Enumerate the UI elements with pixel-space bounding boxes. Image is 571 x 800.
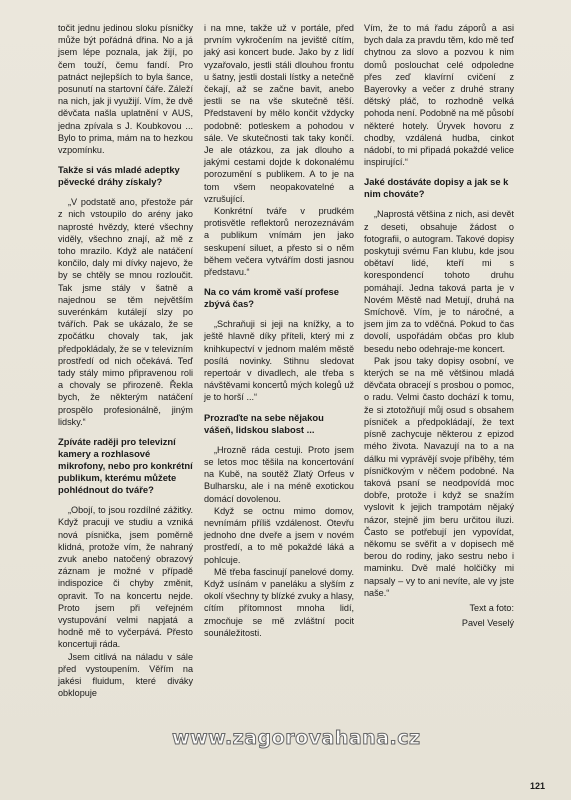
column-1 bbox=[58, 22, 193, 699]
paragraph: Pak jsou taky dopisy osobní, ve kterých se na mě většinou mladá děvčata obracejí s prosbou o pomoc, o radu. Velmi často dochází k tomu, že si ztotožňují můj osud s obsahem písniček a předpokládají, že text písně zachycuje některou z epizod mého života. Navazují na to a na dálku mi vyprávějí svoje příběhy, tém písničkovým v něčem podobné. Na taková psaní se neodpovídá moc dobře, protože i když se snažím vyslovit k jejich trampotám nějaký názor, stejně jim beru určitou iluzi. Často se potřebují jen vypovídat, někomu se svěřit a v dopisech mě berou do rodiny, jako sestru nebo i maminku. Dvě malé holčičky mi napsaly – vy to ani nevíte, ale vy jste naše.“ bbox=[364, 355, 514, 598]
interview-question: Jaké dostáváte dopisy a jak se k nim chováte? bbox=[364, 176, 509, 200]
interview-question: Takže si vás mladé adeptky pěvecké dráhy získaly? bbox=[58, 164, 180, 188]
byline-author: Pavel Veselý bbox=[461, 618, 514, 629]
column-2 bbox=[204, 22, 354, 639]
paragraph: „Obojí, to jsou rozdílné zážitky. Když pracuji ve studiu a vzniká nová písnička, jsem poměrně klidná, protože vím, že nahraný zvuk anebo natočený obrazový záznam je možné v případě indispozice či chyby změnit, opravit. To na koncertu nejde. Proto jsem při veřejném vystupování velmi napjatá a hodně mě to vyčerpává. Přesto koncertuji ráda. bbox=[58, 505, 193, 650]
interview-question: Zpíváte raději pro televizní kamery a rozhlasové mikrofony, nebo pro konkrétní publikum, kterému můžete pohlédnout do tváře? bbox=[58, 436, 193, 496]
column-3 bbox=[364, 22, 514, 629]
paragraph: „Hrozně ráda cestuji. Proto jsem se letos moc těšila na koncertování na Kubě, na soutěž Zlatý Orfeus v Bulharsku, ale i na méně exotickou domácí dovolenou. bbox=[204, 444, 354, 504]
paragraph: Vím, že to má řadu záporů a asi bych dala za pravdu těm, kdo mě teď chytnou za slovo a pozvou k nim domů poslouchat celé odpoledne přes zeď klavírní cvičení z Bayerovky a večer z druhé strany dětský pláč, to rozhodně velká pohoda není. Podobně na mě působí některé hotely. Úryvek hovoru z chodby, vzdálená hudba, cinkot nádobí, to mi připadá pokaždé velice inspirující.“ bbox=[364, 23, 514, 168]
paragraph: „Schraňuji si jeji na knížky, a to ještě hlavně díky příteli, který mi z knihkupectví v jednom malém městě posílá novinky. Stihnu sledovat repertoár v divadlech, ale třeba s návštěvami koncertů mých kolegů už je to horší ...“ bbox=[204, 319, 354, 403]
paragraph: „V podstatě ano, přestože pár z nich vstoupilo do arény jako naprosté hvězdy, které všechny viděly, všechno znají, až mě z toho mrazilo. Když ale natáčení končilo, daly mi dívky najevo, že by se chtěly se mnou rozloučit. Tak jsme stály v šatně a najednou se těm největším suverénkám kutálejí slzy po tvářích. Pak se ukázalo, že se zpočátku chovaly tak, jak předpokládaly, že se v televizním prostředí od nich očekává. Teď tady stály mimo připravenou roli a chovaly se přirozeně. Řekla bych, že některým natáčení prospělo profesionálně, jiným lidsky.“ bbox=[58, 197, 193, 427]
site-watermark: www.zagorovahana.cz bbox=[172, 727, 421, 749]
paragraph: i na mne, takže už v portále, před prvním vykročením na jeviště cítím, jaký asi koncert bude. Jako by z lidí vyzařovalo, jestli stáli dlouhou frontu u šatny, jestli dostali lístky a netečně čekají, až se začne bavit, anebo jestli se na vše skutečně těší. Představení by mělo končit vždycky podobně: potleskem a pohodou v sále. Ve skutečnosti tak taky končí. Je ale otázkou, za jak dlouho a jakými cestami dojde k dokonalému porozumění s publikem. A to je na tom všem neopakovatelné a vzrušující. bbox=[204, 23, 354, 204]
paragraph: Mě třeba fascinují panelové domy. Když usínám v paneláku a slyším z okolí všechny ty blízké zvuky a hlasy, cítím přítomnost mnoha lidí, zmocňuje se mě zvláštní pocit sounáležitosti. bbox=[204, 566, 354, 638]
byline-label: Text a foto: bbox=[469, 602, 514, 613]
paragraph: Když se octnu mimo domov, nevnímám příliš vzdálenost. Otevřu jednoho dne dveře a jsem v novém prostředí, a to mě pokaždé láká a pohlcuje. bbox=[204, 505, 354, 565]
interview-question: Na co vám kromě vaší profese zbývá čas? bbox=[204, 286, 339, 310]
paragraph: točit jednu jedinou sloku písničky může být pořádná dřina. No a já jsem lépe poznala, jak žijí, po čem touží, čemu fandí. Pro patnáct nejlepších to byla šance, posunutí na startovní čáře. Záleží na nich, jak ji využijí. Vím, že dvě děvčata našla uplatnění v AUS, jedna zpívala s J. Koubkovou ... Bylo to prima, mám na to hezkou vzpomínku. bbox=[58, 23, 193, 156]
page-number: 121 bbox=[530, 781, 546, 791]
paragraph: Jsem citlivá na náladu v sále před vystoupením. Věřím na jakési fluidum, které diváky obklopuje bbox=[58, 651, 193, 699]
interview-question: Prozraďte na sebe nějakou vášeň, lidskou slabost ... bbox=[204, 411, 324, 435]
paragraph: Konkrétní tváře v prudkém protisvětle reflektorů nerozeznávám a publikum vnímám jen jako seskupení siluet, a přesto si o něm během večera vytvářím dosti jasnou představu.“ bbox=[204, 206, 354, 278]
paragraph: „Naprostá většina z nich, asi devět z deseti, obsahuje žádost o fotografii, o autogram. Takové dopisy poskytuji svému Fan klubu, kde jsou obětaví lidé, kteří mi s korespondencí tohoto druhu pomáhají. Jedna taková parta je v Novém Městě nad Metují, druhá na Smíchově. Vím, je to náročné, a jsem jim za to vděčná. Pokud to čas dovolí, uspořádám občas pro klub besedu nebo odehraje-me koncert. bbox=[364, 209, 514, 354]
